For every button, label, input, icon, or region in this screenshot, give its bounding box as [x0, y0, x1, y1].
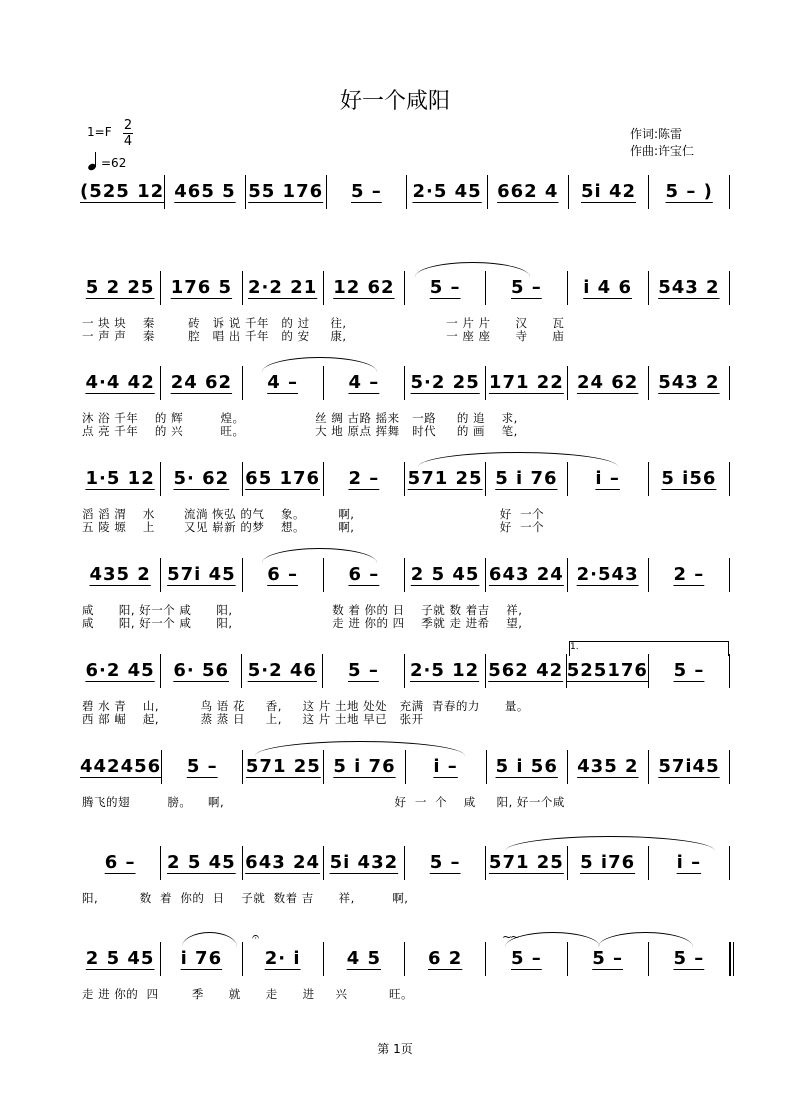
measure: 5 –	[327, 175, 408, 209]
measure: 5 –	[486, 942, 567, 976]
measure: 5 –	[649, 942, 730, 976]
measure: (525 12	[80, 175, 165, 209]
score-system-8	[80, 846, 730, 880]
measure: 5 –	[405, 846, 486, 880]
song-title: 好一个咸阳	[339, 89, 450, 114]
measure: 643 24	[486, 558, 567, 592]
measure: 2·5 45	[407, 175, 488, 209]
measure: 4·4 42	[80, 366, 161, 400]
measure: 5i 432	[324, 846, 405, 880]
measure: 176 5	[161, 271, 242, 305]
lyric-verse-1: 一 块 块 秦 砖 诉 说 千年 的 过 往, 一 片 片 汉 瓦	[82, 317, 565, 330]
lyric-verse-1: 阳, 数 着 你的 日 子就 数着 吉 祥, 啊,	[82, 892, 409, 905]
measure: 5 i 56	[487, 750, 568, 784]
measure: 442456	[80, 750, 162, 784]
measure: 5 – )	[649, 175, 730, 209]
measure: 2 5 45	[80, 942, 161, 976]
measure: 171 22	[486, 366, 567, 400]
score-system-3	[80, 366, 730, 400]
measure: 5 –	[568, 942, 649, 976]
measure: 662 4	[488, 175, 569, 209]
measure: i 4 6	[568, 271, 649, 305]
measure: 643 24	[243, 846, 324, 880]
lyric-verse-1: 沐 浴 千年 的 辉 煌。 丝 绸 古路 摇来 一路 的 追 求,	[82, 412, 518, 425]
time-signature	[121, 118, 135, 149]
measure: 5 –	[323, 654, 404, 688]
slur	[418, 452, 618, 467]
slur	[505, 836, 715, 851]
measure: 2·2 21	[243, 271, 324, 305]
lyric-verse-1: 腾飞的翅 膀。 啊, 好 一 个 咸 阳, 好一个咸	[82, 796, 565, 809]
measure: 6 –	[243, 558, 324, 592]
slur	[505, 932, 600, 947]
slur	[598, 932, 693, 947]
lyric-verse-1: 走 进 你的 四 季 就 走 进 兴 旺。	[82, 988, 413, 1001]
measure: 65 176	[243, 462, 324, 496]
quarter-note-icon	[88, 152, 99, 174]
measure: 2 5 45	[161, 846, 242, 880]
lyric-verse-1: 滔 滔 渭 水 流淌 恢弘 的气 象。 啊, 好 一个	[82, 508, 545, 521]
slur	[255, 741, 465, 756]
trill-icon: ~~	[502, 930, 519, 944]
measure: 5 i76	[568, 846, 649, 880]
measure: 5 –	[162, 750, 243, 784]
composer-credit: 作曲:许宝仁	[630, 144, 695, 158]
measure: 5 –	[486, 271, 567, 305]
measure: 525176	[567, 654, 649, 688]
measure: 4 –	[243, 366, 324, 400]
measure: 2 –	[324, 462, 405, 496]
fermata-icon: 𝄐	[252, 930, 260, 945]
slur	[182, 932, 237, 947]
measure: 465 5	[165, 175, 246, 209]
measure: 5·2 46	[242, 654, 323, 688]
measure: 5i 42	[569, 175, 650, 209]
measure: 57i45	[649, 750, 730, 784]
score-system-1	[80, 175, 730, 209]
measure: 2· i	[243, 942, 324, 976]
measure: 5 2 25	[80, 271, 161, 305]
measure: 12 62	[324, 271, 405, 305]
key-signature: 1=F	[87, 125, 112, 139]
measure: 1·5 12	[80, 462, 161, 496]
time-numerator: 2	[123, 118, 133, 133]
measure: 543 2	[649, 271, 730, 305]
measure: 543 2	[649, 366, 730, 400]
measure: 5 i 76	[486, 462, 567, 496]
time-denominator: 4	[123, 134, 133, 149]
measure: 435 2	[80, 558, 161, 592]
measure: i –	[649, 846, 730, 880]
lyric-verse-1: 碧 水 青 山, 鸟 语 花 香, 这 片 土地 处处 充满 青春的力 量。	[82, 700, 529, 713]
tempo-marking	[88, 152, 126, 174]
measure: 57i 45	[161, 558, 242, 592]
measure: 55 176	[246, 175, 327, 209]
measure: i 76	[161, 942, 242, 976]
measure: 24 62	[161, 366, 242, 400]
score-system-6	[80, 654, 730, 688]
measure: 6· 56	[161, 654, 242, 688]
lyric-verse-2: 点 亮 千年 的 兴 旺。 大 地 原点 挥舞 时代 的 画 笔,	[82, 425, 518, 438]
measure: 2·543	[568, 558, 649, 592]
slur	[262, 548, 377, 563]
measure: 5 –	[405, 271, 486, 305]
lyric-verse-2: 五 陵 塬 上 又见 崭新 的梦 想。 啊, 好 一个	[82, 521, 545, 534]
measure: 6·2 45	[80, 654, 161, 688]
slur	[262, 357, 377, 372]
measure: 571 25	[405, 462, 486, 496]
page-number: 第 1页	[377, 1042, 413, 1056]
measure: 5·2 25	[405, 366, 486, 400]
measure: 571 25	[243, 750, 324, 784]
measure: 571 25	[486, 846, 567, 880]
measure: 5 i56	[649, 462, 730, 496]
slur	[415, 262, 530, 277]
lyric-verse-2: 一 声 声 秦 腔 唱 出 千年 的 安 康, 一 座 座 寺 庙	[82, 330, 565, 343]
measure: 6 2	[405, 942, 486, 976]
lyricist-credit: 作词:陈雷	[630, 127, 683, 141]
measure: 6 –	[324, 558, 405, 592]
measure: 4 –	[324, 366, 405, 400]
measure: 5 –	[649, 654, 730, 688]
measure: 5· 62	[161, 462, 242, 496]
score-system-5	[80, 558, 730, 592]
measure: 2 –	[649, 558, 730, 592]
lyric-verse-1: 咸 阳, 好一个 咸 阳, 数 着 你的 日 子就 数 着吉 祥,	[82, 604, 523, 617]
score-system-2	[80, 271, 730, 305]
score-system-4	[80, 462, 730, 496]
lyric-verse-2: 西 部 崛 起, 蒸 蒸 日 上, 这 片 土地 早已 张开	[82, 713, 424, 726]
volta-label: 1.	[570, 642, 579, 652]
lyric-verse-2: 咸 阳, 好一个 咸 阳, 走 进 你的 四 季就 走 进希 望,	[82, 617, 523, 630]
measure: i –	[568, 462, 649, 496]
measure: i –	[406, 750, 487, 784]
score-system-9	[80, 942, 734, 976]
measure: 6 –	[80, 846, 161, 880]
measure: 24 62	[568, 366, 649, 400]
measure: 2·5 12	[405, 654, 486, 688]
measure: 562 42	[486, 654, 567, 688]
tempo-value: =62	[101, 155, 127, 170]
measure: 5 i 76	[324, 750, 405, 784]
measure: 4 5	[324, 942, 405, 976]
measure: 435 2	[568, 750, 649, 784]
measure: 2 5 45	[405, 558, 486, 592]
